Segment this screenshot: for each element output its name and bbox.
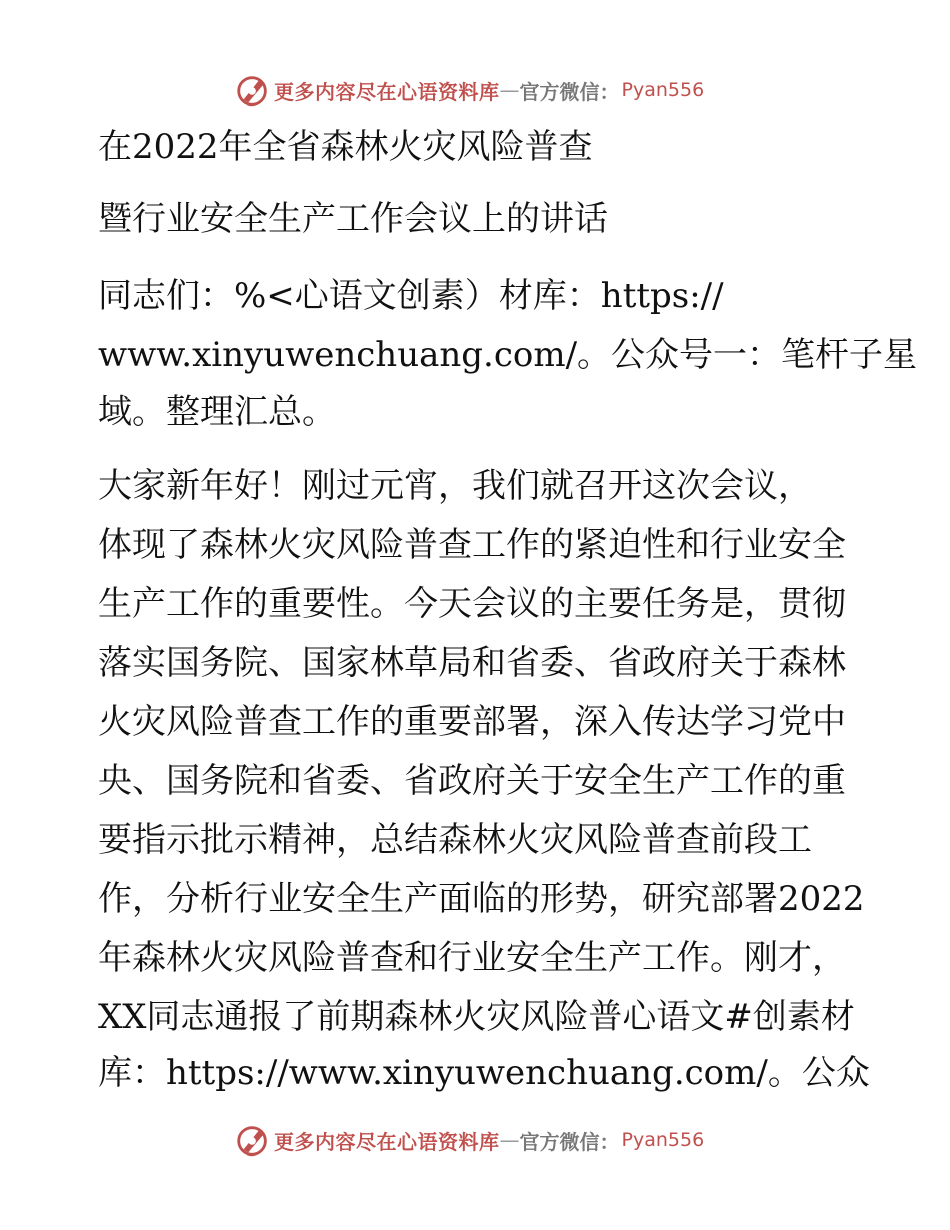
body-text-line: 年森林火灾风险普查和行业安全生产工作。刚才，	[98, 938, 846, 978]
body-text-line: 生产工作的重要性。今天会议的主要任务是，贯彻	[98, 584, 846, 624]
body-text-line: 同志们：%<心语文创素）材库：https://	[98, 276, 724, 316]
body-text-line: 要指示批示精神，总结森林火灾风险普查前段工	[98, 820, 812, 860]
brush-pen-logo-icon	[234, 71, 272, 109]
body-text-line: XX同志通报了前期森林火灾风险普心语文#创素材	[98, 997, 855, 1037]
document-title-line-1: 在2022年全省森林火灾风险普查	[98, 127, 593, 167]
body-text-line: 火灾风险普查工作的重要部署，深入传达学习党中	[98, 702, 846, 742]
banner-dash: —	[499, 78, 520, 102]
body-text-line: 域。整理汇总。	[98, 392, 336, 432]
footer-watermark-banner	[234, 1120, 704, 1160]
body-text-line: 作，分析行业安全生产面临的形势，研究部署2022	[98, 879, 865, 919]
banner-wechat-id: Pyan556	[621, 1129, 705, 1151]
banner-wechat-label: 官方微信：	[519, 79, 620, 104]
banner-wechat-id: Pyan556	[621, 79, 705, 101]
brush-pen-logo-icon	[234, 1121, 272, 1159]
body-text-line: 落实国务院、国家林草局和省委、省政府关于森林	[98, 643, 846, 683]
banner-main-text: 更多内容尽在心语资料库	[274, 79, 500, 104]
body-text-line: 库：https://www.xinyuwenchuang.com/。公众	[98, 1053, 870, 1093]
body-text-line: 央、国务院和省委、省政府关于安全生产工作的重	[98, 761, 846, 801]
banner-dash: —	[499, 1128, 520, 1152]
banner-wechat-label: 官方微信：	[519, 1129, 620, 1154]
body-text-line: 体现了森林火灾风险普查工作的紧迫性和行业安全	[98, 525, 846, 565]
body-text-line: www.xinyuwenchuang.com/。公众号一：笔杆子星	[98, 335, 918, 375]
header-watermark-banner	[234, 70, 704, 110]
document-title-line-2: 暨行业安全生产工作会议上的讲话	[98, 199, 608, 239]
body-text-line: 大家新年好！刚过元宵，我们就召开这次会议，	[98, 466, 812, 506]
banner-main-text: 更多内容尽在心语资料库	[274, 1129, 500, 1154]
